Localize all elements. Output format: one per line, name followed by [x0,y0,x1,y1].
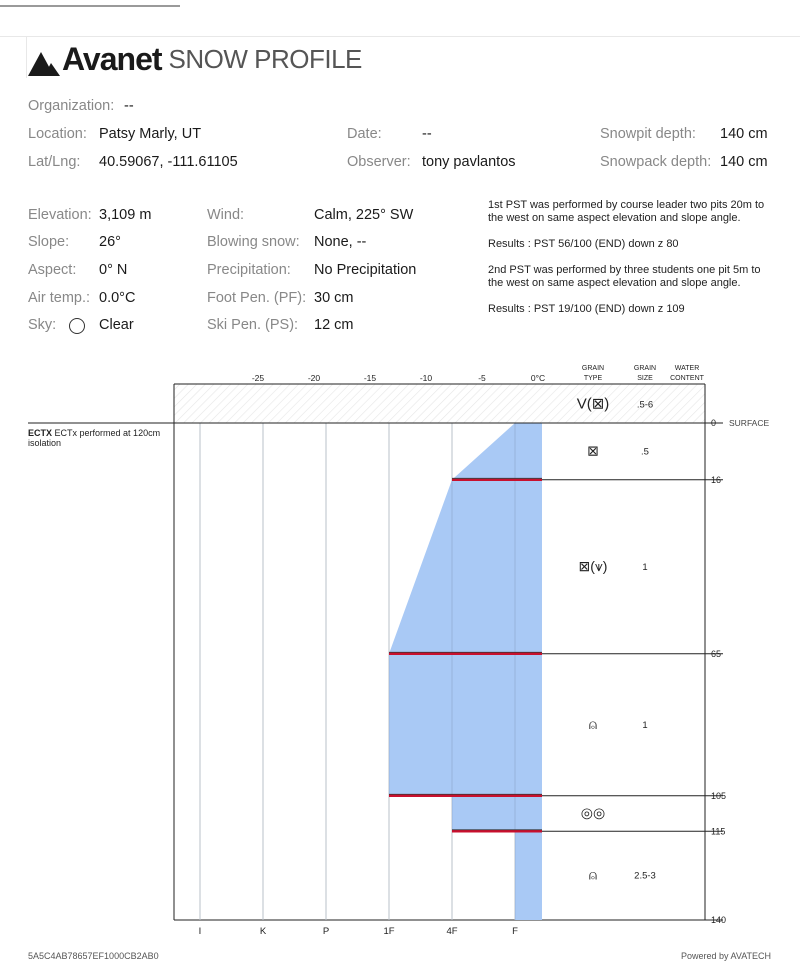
page-title: SNOW PROFILE [168,44,362,74]
wind-label: Wind: [207,207,245,223]
temp-tick-label: 0°C [530,373,546,383]
note-4: Results : PST 19/100 (END) down z 109 [488,303,685,315]
sky-value: Clear [99,317,134,333]
hardness-tick-label: F [512,926,518,937]
temp-tick-label: -25 [251,373,265,383]
foot-pen-value: 30 cm [314,290,354,306]
hardness-tick-label: 1F [383,926,395,937]
hardness-tick-label: I [198,926,202,937]
slope-label: Slope: [28,234,70,250]
surface-label: SURFACE [729,418,770,428]
hardness-tick-label: K [259,926,267,937]
layer-grain-type: ⍝ [588,866,598,883]
precipitation-value: No Precipitation [314,262,417,278]
depth-tick-label: 115 [711,826,726,837]
air-temp-label: Air temp.: [28,290,91,306]
hardness-tick-label: P [322,926,330,937]
temp-tick-label: -5 [478,373,486,383]
date-value: -- [422,126,432,142]
date-label: Date: [347,126,382,142]
latlng-label: Lat/Lng: [28,154,81,170]
organization-value: -- [124,98,134,114]
slope-value: 26° [99,234,121,250]
powered-by: Powered by AVATECH [681,951,772,961]
snowpit-depth-value: 140 cm [720,126,768,142]
temp-tick-label: -15 [363,373,377,383]
grain-type-header: GRAIN [581,365,605,372]
surface-grain-size: .5-6 [636,399,654,411]
layer-grain-size: .5 [641,446,649,458]
note-1: 1st PST was performed by course leader two pits 20m to the west on same aspect elevation and slope angle. [488,199,765,224]
sky-clear-icon [69,318,85,334]
snowpack-depth-label: Snowpack depth: [600,154,712,170]
snow-profile-chart [0,360,800,940]
layer-grain-type: ⍝ [588,715,598,732]
aspect-value: 0° N [99,262,128,278]
location-value: Patsy Marly, UT [99,126,202,142]
sky-label: Sky: [28,317,57,333]
avanet-mountain-icon [28,48,60,76]
precipitation-label: Precipitation: [207,262,291,278]
temp-tick-label: -10 [419,373,433,383]
ski-pen-value: 12 cm [314,317,354,333]
air-temp-value: 0.0°C [99,290,136,306]
header-vdivider [26,36,27,78]
test-code: ECTX [28,428,53,438]
snowpit-depth-label: Snowpit depth: [600,126,696,142]
layer-grain-type: ⊠ [587,442,599,459]
water-content-header: CONTENT [670,375,704,382]
header-divider [0,36,800,37]
layer-grain-size: 2.5-3 [634,870,656,882]
water-content-header: WATER [674,365,700,372]
observer-label: Observer: [347,154,411,170]
blowing-snow-value: None, -- [314,234,367,250]
brand-name: Avanet [62,41,162,77]
wind-value: Calm, 225° SW [314,207,414,223]
hardness-tick-label: 4F [446,926,458,937]
organization-label: Organization: [28,98,115,114]
test-text: ECTx performed at 120cm isolation [28,428,161,448]
depth-tick-label: 16 [711,474,722,485]
depth-tick-label: 0 [711,418,717,428]
location-label: Location: [28,126,87,142]
layer-grain-size: 1 [642,561,648,573]
surface-hatch [174,384,705,423]
surface-grain-type: V(⊠) [576,395,610,413]
grain-size-header: GRAIN [633,365,657,372]
elevation-value: 3,109 m [99,207,152,223]
depth-tick-label: 65 [711,648,722,659]
elevation-label: Elevation: [28,207,92,223]
blowing-snow-label: Blowing snow: [207,234,300,250]
note-2: Results : PST 56/100 (END) down z 80 [488,238,679,250]
snowpack-depth-value: 140 cm [720,154,768,170]
layer-grain-type: ◎◎ [580,804,606,821]
observer-value: tony pavlantos [422,154,516,170]
aspect-label: Aspect: [28,262,77,278]
top-divider [0,5,180,7]
latlng-value: 40.59067, -111.61105 [99,154,238,170]
temp-tick-label: -20 [307,373,321,383]
foot-pen-label: Foot Pen. (PF): [207,290,307,306]
header-logo [28,40,362,76]
grain-size-header: SIZE [637,375,653,382]
grain-type-header: TYPE [583,375,603,382]
ski-pen-label: Ski Pen. (PS): [207,317,299,333]
profile-id: 5A5C4AB78657EF1000CB2AB0 [28,951,159,961]
note-3: 2nd PST was performed by three students one pit 5m to the west on same aspect elevation and slope angle. [488,264,761,289]
layer-grain-type: ⊠(⩛) [578,557,608,574]
depth-tick-label: 105 [711,790,727,801]
layer-grain-size: 1 [642,719,648,731]
depth-tick-label: 140 [711,915,727,925]
